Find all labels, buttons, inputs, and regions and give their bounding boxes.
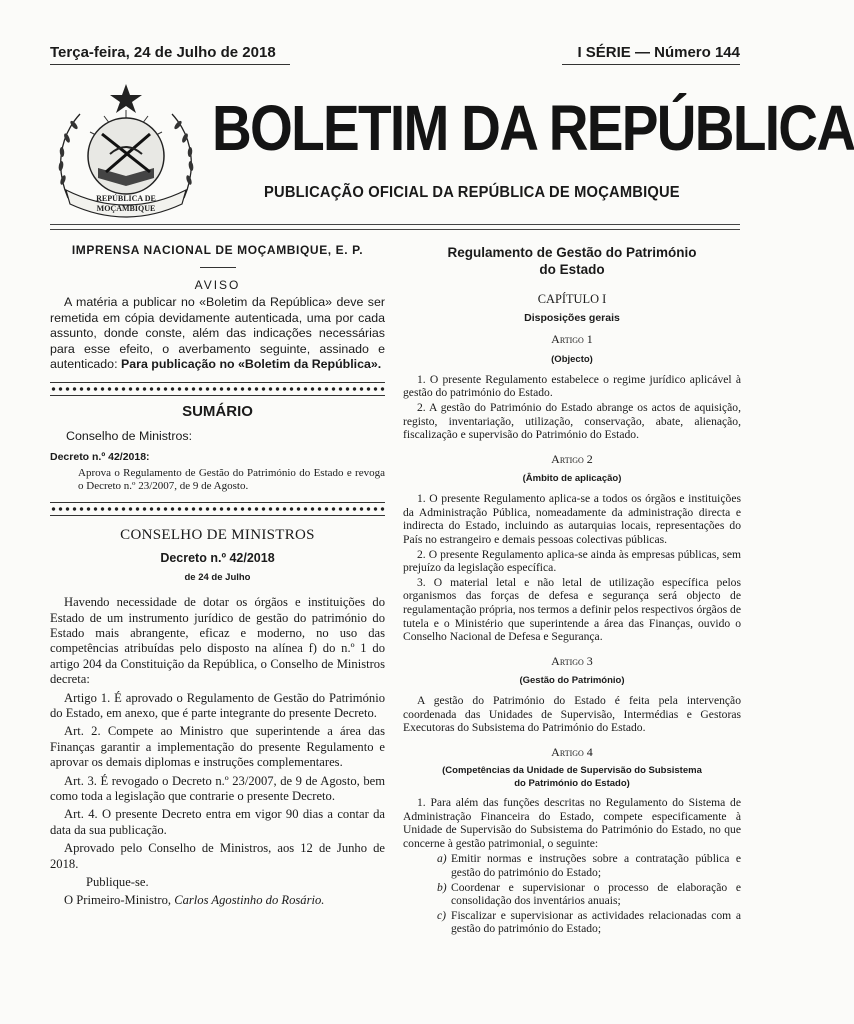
divider (200, 267, 236, 268)
list-item-marker: a) (437, 852, 447, 866)
decreto-article-1: Artigo 1. É aprovado o Regulamento de Gestão do Património do Estado, em anexo, que é parte integrante do presente Decreto. (50, 690, 385, 720)
aviso-text-body: A matéria a publicar no «Boletim da República» deve ser remetida em cópia devidamente autenticada, uma por cada assunto, donde conste, além das indicações necessárias para esse efeito, o averbamento seguinte, assinado e autenticado: (50, 295, 385, 372)
dotted-divider (50, 502, 385, 516)
signature-name: Carlos Agostinho do Rosário. (174, 893, 325, 908)
masthead-subtitle: PUBLICAÇÃO OFICIAL DA REPÚBLICA DE MOÇAMBIQUE (264, 184, 680, 201)
regulation-title-line-2: do Estado (539, 262, 605, 277)
article-4-title-line-1: (Competências da Unidade de Supervisão do Subsistema (442, 765, 702, 777)
sumario-decreto-label: Decreto n.º 42/2018: (50, 451, 150, 464)
list-item-text: Coordenar e supervisionar o processo de elaboração e consolidação dos inventários anuais; (451, 880, 741, 908)
article-3-title: (Gestão do Património) (519, 674, 625, 686)
list-item (403, 881, 741, 908)
emblem-text-2: MOÇAMBIQUE (96, 204, 156, 213)
chapter-heading: CAPÍTULO I (537, 292, 607, 306)
issue-series: I SÉRIE — Número 144 (577, 44, 740, 61)
list-item (403, 852, 741, 879)
article-4-heading: Artigo 4 (551, 744, 593, 759)
article-3-paragraph-1: A gestão do Património do Estado é feita pela intervenção coordenada das Unidades de Supervisão, Intermédias e Gestoras Executoras do Subsistema do Património do Estado. (403, 694, 741, 735)
publish-statement: Publique-se. (86, 875, 149, 890)
left-column (50, 240, 385, 912)
sumario-conselho: Conselho de Ministros: (66, 429, 193, 444)
header-rule-right (562, 64, 740, 65)
aviso-text (50, 295, 385, 373)
header-bar (50, 44, 740, 66)
decreto-article-2: Art. 2. Compete ao Ministro que superintende a área das Finanças garantir a implementação do presente Regulamento e aprovar os demais diplomas e instruções complementares. (50, 724, 385, 770)
aviso-text-bold: Para publicação no «Boletim da República». (120, 357, 382, 372)
article-1-heading: Artigo 1 (551, 332, 593, 347)
header-rule-left (50, 64, 290, 65)
aviso-title: AVISO (194, 278, 241, 293)
list-item-marker: b) (437, 880, 447, 894)
list-item (403, 909, 741, 936)
list-item-marker: c) (437, 908, 447, 922)
dotted-divider (50, 382, 385, 396)
regulation-body (403, 332, 741, 936)
signature-label: O Primeiro-Ministro, (64, 893, 175, 908)
right-column (403, 240, 741, 937)
article-3-heading: Artigo 3 (551, 653, 593, 668)
article-2-title: (Âmbito de aplicação) (522, 472, 622, 484)
article-4-list (403, 852, 741, 936)
article-2-heading: Artigo 2 (551, 451, 593, 466)
regulation-title-line-1: Regulamento de Gestão do Património (447, 245, 697, 260)
signature (50, 893, 385, 908)
article-4-paragraph-1: 1. Para além das funções descritas no Regulamento do Sistema de Administração Financeira do Estado, compete especificamente à Unidade de Supervisão do Subsistema do Património do Estado, no que concerne à gestão patrimonial, o seguinte: (403, 796, 741, 850)
decreto-article-3: Art. 3. É revogado o Decreto n.º 23/2007, de 9 de Agosto, bem como toda a legislação que contrarie o presente Decreto. (50, 773, 385, 803)
approval-statement: Aprovado pelo Conselho de Ministros, aos 12 de Junho de 2018. (50, 841, 385, 871)
article-1-title: (Objecto) (551, 353, 593, 365)
article-4-title (403, 764, 741, 790)
regulation-title (403, 244, 741, 278)
list-item-text: Emitir normas e instruções sobre a contratação pública e gestão do património do Estado; (451, 852, 741, 880)
emblem-text-1: REPÚBLICA DE (96, 194, 156, 203)
decreto-title: Decreto n.º 42/2018 (160, 550, 275, 565)
chapter-title: Disposições gerais (524, 312, 620, 325)
decreto-body (50, 595, 385, 909)
article-1-paragraph-2: 2. A gestão do Património do Estado abrange os actos de aquisição, registo, inventariação, utilização, conservação, abate, alienação, fiscalização e supervisão do Património do Estado. (403, 401, 741, 442)
sumario-decreto-desc: Aprova o Regulamento de Gestão do Património do Estado e revoga o Decreto n.º 23/2007, de 9 de Agosto. (78, 466, 385, 492)
masthead-title: BOLETIM DA REPÚBLICA (212, 92, 854, 164)
article-1-paragraph-1: 1. O presente Regulamento estabelece o regime jurídico aplicável à gestão do património do Estado. (403, 372, 741, 400)
national-emblem-icon (50, 80, 202, 220)
preamble: Havendo necessidade de dotar os órgãos e instituições do Estado de um instrumento jurídico de gestão do património do Estado mais abrangente, eficaz e moderno, no uso das competências atribuídas pelo disposto na alínea f) do n.º 1 do artigo 204 da Constituição da República, o Conselho de Ministros decreta: (50, 595, 385, 687)
article-2-paragraph-3: 3. O material letal e não letal de utilização específica pelos organismos das forças de defesa e segurança será objecto de regulamentação própria, nos termos a definir pelos respectivos órgãos de tutela e o Ministério que superintende a área das Finanças, ouvido o Conselho Nacional de Defesa e Segurança. (403, 575, 741, 644)
masthead-rule (50, 224, 740, 225)
conselho-title: CONSELHO DE MINISTROS (120, 526, 315, 543)
sumario-title: SUMÁRIO (182, 402, 253, 420)
masthead-rule (50, 229, 740, 230)
publisher-name: IMPRENSA NACIONAL DE MOÇAMBIQUE, E. P. (71, 243, 364, 257)
decreto-article-4: Art. 4. O presente Decreto entra em vigor 90 dias a contar da data da sua publicação. (50, 807, 385, 837)
article-4-title-line-2: do Património do Estado) (514, 778, 630, 790)
article-2-paragraph-2: 2. O presente Regulamento aplica-se ainda às empresas públicas, sem prejuízo da legislação específica. (403, 547, 741, 575)
issue-date: Terça-feira, 24 de Julho de 2018 (50, 44, 276, 61)
decreto-date: de 24 de Julho (184, 571, 251, 583)
article-2-paragraph-1: 1. O presente Regulamento aplica-se a todos os órgãos e instituições da Administração Pública, nomeadamente da administração directa e indirecta do Estado, incluindo as autarquias locais, representações do País no estrangeiro e demais pessoas colectivas públicas. (403, 492, 741, 546)
list-item-text: Fiscalizar e supervisionar as actividades relacionadas com a gestão do património do Estado; (451, 908, 741, 936)
